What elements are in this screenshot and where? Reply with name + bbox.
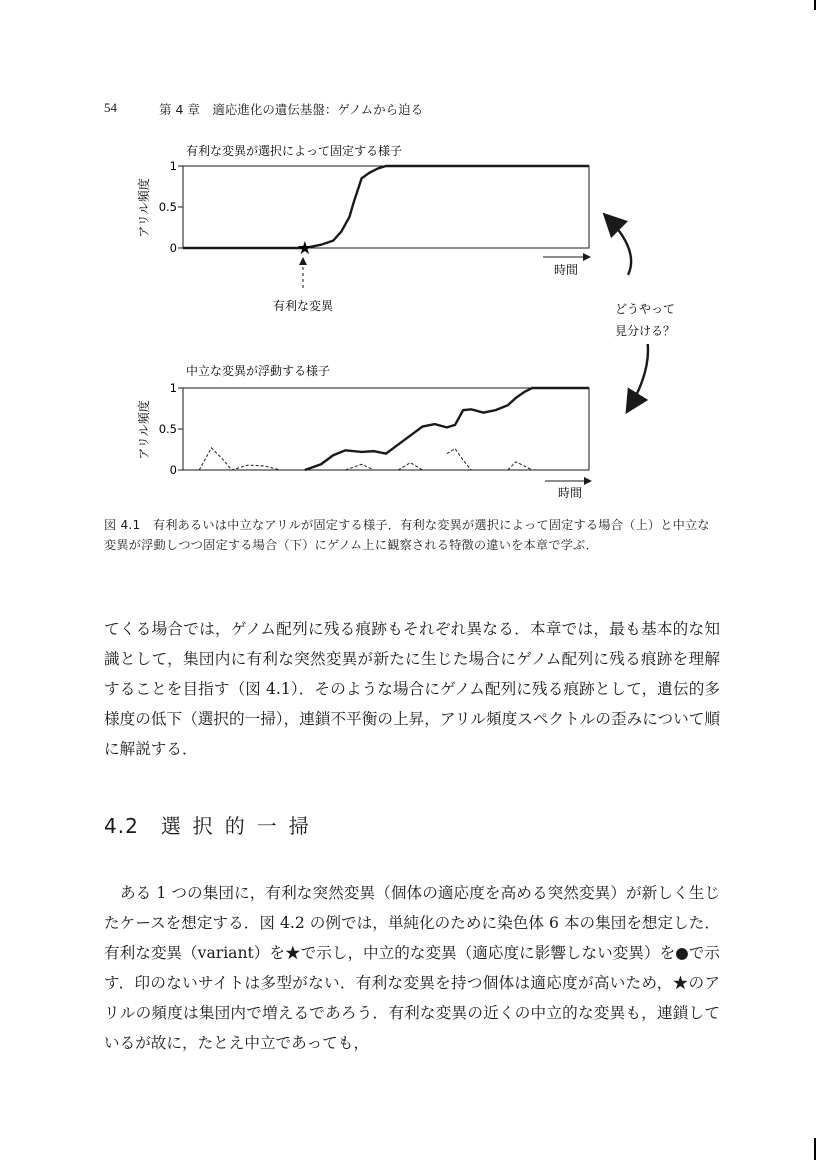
caption-text: 有利あるいは中立なアリルが固定する様子．有利な変異が選択によって固定する場合（上）と中立な変異が浮動しつつ固定する場合（下）にゲノム上に観察される特徴の違いを本章で学ぶ． [104, 518, 710, 552]
figure-svg [0, 0, 829, 520]
bottom-series-neutral-fixed-segment-0 [305, 388, 589, 470]
bottom-panel [136, 363, 591, 500]
bottom-series-neutral-lost-segment-0 [199, 448, 280, 470]
section-heading [104, 810, 321, 839]
arrow-label-line2: 見分ける？ [614, 324, 676, 338]
top-series-selected-line [183, 166, 589, 248]
bottom-series-neutral-lost-segment-1 [345, 464, 373, 470]
bottom-plot-frame [183, 388, 589, 470]
chapter-title: 第 4 章 適応進化の遺伝基盤：ゲノムから迫る [159, 102, 424, 117]
arrow-label-line1: どうやって [614, 302, 676, 316]
figure-caption [104, 515, 722, 555]
bottom-series-neutral-lost-segment-2 [398, 463, 422, 470]
bottom-y-tick-0: 0 [169, 463, 177, 477]
caption-label: 図 4.1 [104, 518, 141, 532]
top-panel-title: 有利な変異が選択によって固定する様子 [186, 144, 403, 158]
paragraph-1: てくる場合では，ゲノム配列に残る痕跡もそれぞれ異なる．本章では，最も基本的な知識として，集団内に有利な突然変異が新たに生じた場合にゲノム配列に残る痕跡を理解することを目指す（図 4.1）．そのような場合にゲノム配列に残る痕跡として，遺伝的多様度の低下（選択的一掃），連鎖不平衡の上昇，アリル頻度スペクトルの歪みについて順に解説する． [104, 620, 720, 758]
page-number: 54 [104, 100, 117, 115]
section-number: 4.2 [104, 814, 139, 838]
bottom-series-neutral-lost-segment-3 [447, 449, 471, 470]
bottom-y-axis-label: アリル頻度 [137, 400, 151, 460]
top-plot-frame [183, 166, 589, 248]
top-y-tick-1: 1 [169, 159, 177, 173]
star-icon: ★ [296, 238, 313, 259]
top-panel [136, 143, 590, 313]
top-y-tick-0.5: 0.5 [158, 200, 177, 214]
mutation-label: 有利な変異 [272, 299, 334, 313]
top-y-tick-0: 0 [169, 241, 177, 255]
crop-mark-bottom [814, 1138, 816, 1160]
top-y-axis-label: アリル頻度 [137, 178, 151, 238]
bottom-y-tick-1: 1 [169, 381, 177, 395]
top-x-axis-label: 時間 [553, 263, 579, 277]
bottom-x-axis-label: 時間 [557, 486, 583, 500]
paragraph-2: ある 1 つの集団に，有利な突然変異（個体の適応度を高める突然変異）が新しく生じたケースを想定する．図 4.2 の例では，単純化のために染色体 6 本の集団を想定した．有利な変異（variant）を★で示し，中立的な変異（適応度に影響しない変異）を●で示す．印のないサイトは多型がない．有利な変異を持つ個体は適応度が高いため，★のアリルの頻度は集団内で増えるであろう．有利な変異の近くの中立的な変異も，連鎖しているが故に，たとえ中立であっても， [104, 884, 720, 1052]
figure-4-1 [0, 0, 829, 520]
section-title: 選択的一掃 [160, 814, 321, 838]
bottom-panel-title: 中立な変異が浮動する様子 [186, 364, 331, 378]
bottom-series-neutral-lost-segment-4 [508, 462, 532, 470]
curved-arrow-up [606, 216, 631, 275]
bottom-y-tick-0.5: 0.5 [158, 422, 177, 436]
